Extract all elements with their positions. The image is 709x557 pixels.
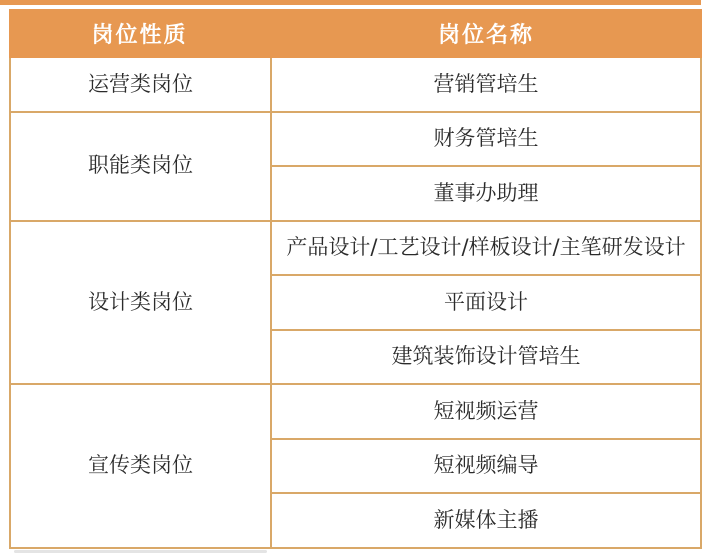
position-cell: 营销管培生 <box>271 58 701 112</box>
table-bottom-shadow <box>14 550 267 553</box>
category-cell: 职能类岗位 <box>10 112 271 221</box>
position-cell: 短视频编导 <box>271 439 701 494</box>
position-cell: 财务管培生 <box>271 112 701 167</box>
cropped-banner-strip <box>0 0 701 5</box>
header-cell-position: 岗位名称 <box>437 23 534 48</box>
position-cell: 短视频运营 <box>271 384 701 439</box>
table-body-rows <box>10 58 701 548</box>
category-cell: 宣传类岗位 <box>10 384 271 548</box>
position-cell: 产品设计/工艺设计/样板设计/主笔研发设计 <box>271 221 701 276</box>
table-header-row <box>9 9 702 58</box>
position-cell: 建筑装饰设计管培生 <box>271 330 701 385</box>
table-row <box>10 384 701 439</box>
table-body <box>9 58 702 549</box>
header-cell-category: 岗位性质 <box>91 23 188 48</box>
position-cell: 平面设计 <box>271 275 701 330</box>
job-positions-table <box>9 9 702 549</box>
category-cell: 设计类岗位 <box>10 221 271 385</box>
table-row <box>10 221 701 276</box>
table-row <box>10 112 701 167</box>
table-row <box>10 58 701 112</box>
category-cell: 运营类岗位 <box>10 58 271 112</box>
position-cell: 董事办助理 <box>271 166 701 221</box>
position-cell: 新媒体主播 <box>271 493 701 548</box>
